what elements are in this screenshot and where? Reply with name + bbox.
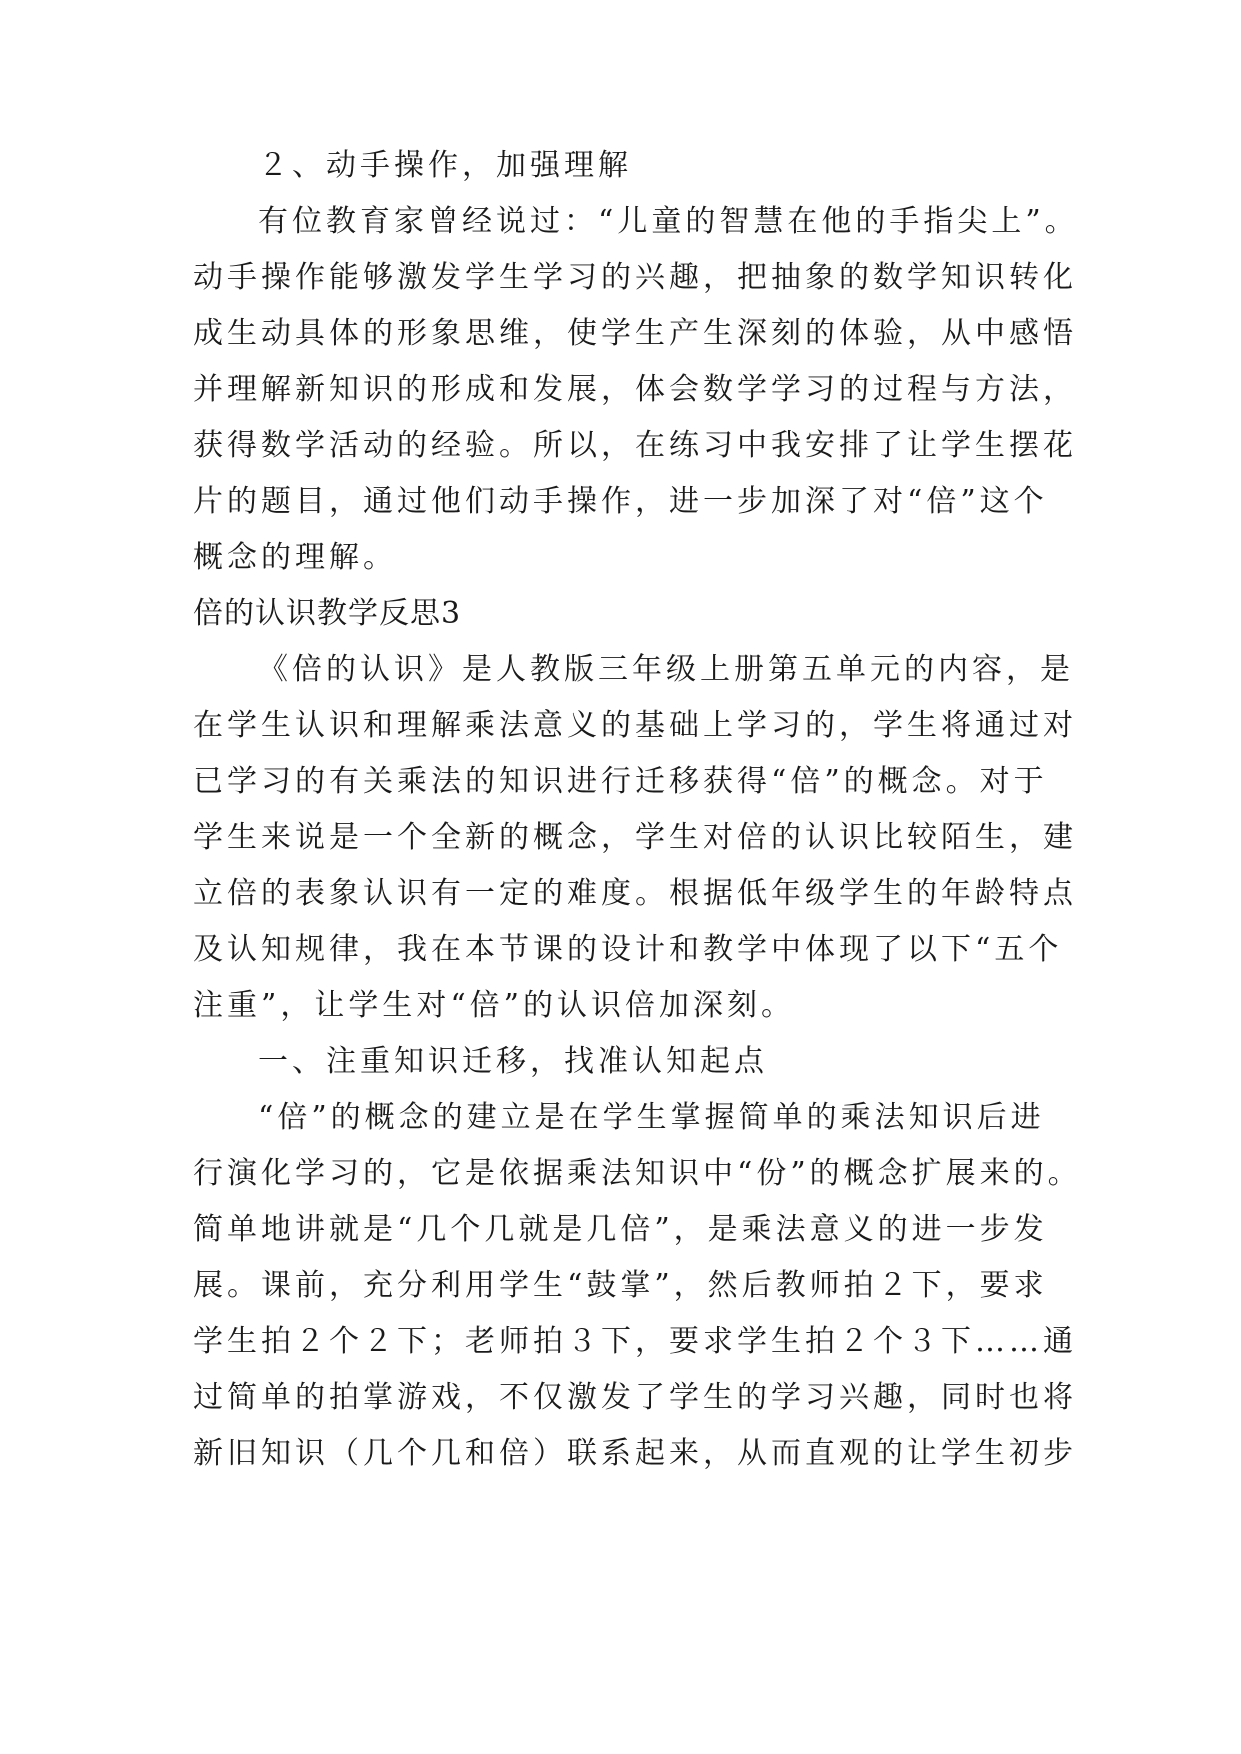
paragraph-line: 成生动具体的形象思维，使学生产生深刻的体验，从中感悟 — [193, 316, 1077, 351]
section-heading-hands-on: ２、动手操作，加强理解 — [258, 148, 632, 183]
paragraph-line: 动手操作能够激发学生学习的兴趣，把抽象的数学知识转化 — [193, 260, 1077, 295]
paragraph-line: 注重”，让学生对“倍”的认识倍加深刻。 — [193, 988, 796, 1023]
paragraph-line: “倍”的概念的建立是在学生掌握简单的乘法知识后进 — [258, 1100, 1045, 1135]
paragraph-line: 学生来说是一个全新的概念，学生对倍的认识比较陌生，建 — [193, 820, 1077, 855]
paragraph-line: 片的题目，通过他们动手操作，进一步加深了对“倍”这个 — [193, 484, 1048, 519]
paragraph-line: 已学习的有关乘法的知识进行迁移获得“倍”的概念。对于 — [193, 764, 1048, 799]
paragraph-line: 有位教育家曾经说过：“儿童的智慧在他的手指尖上”。 — [258, 204, 1079, 239]
paragraph-line: 在学生认识和理解乘法意义的基础上学习的，学生将通过对 — [193, 708, 1077, 743]
paragraph-line: 展。课前，充分利用学生“鼓掌”，然后教师拍２下，要求 — [193, 1268, 1048, 1303]
paragraph-line: 概念的理解。 — [193, 540, 397, 575]
paragraph-line: 行演化学习的，它是依据乘法知识中“份”的概念扩展来的。 — [193, 1156, 1082, 1191]
article-title: 倍的认识教学反思3 — [193, 596, 462, 631]
paragraph-line: 简单地讲就是“几个几就是几倍”，是乘法意义的进一步发 — [193, 1212, 1048, 1247]
paragraph-line: 及认知规律，我在本节课的设计和教学中体现了以下“五个 — [193, 932, 1063, 967]
section-heading-knowledge-transfer: 一、注重知识迁移，找准认知起点 — [258, 1044, 768, 1079]
paragraph-line: 获得数学活动的经验。所以，在练习中我安排了让学生摆花 — [193, 428, 1077, 463]
paragraph-line: 过简单的拍掌游戏，不仅激发了学生的学习兴趣，同时也将 — [193, 1380, 1077, 1415]
paragraph-line: 并理解新知识的形成和发展，体会数学学习的过程与方法， — [193, 372, 1077, 407]
paragraph-line: 《倍的认识》是人教版三年级上册第五单元的内容，是 — [258, 652, 1074, 687]
paragraph-line: 立倍的表象认识有一定的难度。根据低年级学生的年龄特点 — [193, 876, 1077, 911]
paragraph-line: 新旧知识（几个几和倍）联系起来，从而直观的让学生初步 — [193, 1436, 1077, 1471]
paragraph-line: 学生拍２个２下；老师拍３下，要求学生拍２个３下……通 — [193, 1324, 1077, 1359]
